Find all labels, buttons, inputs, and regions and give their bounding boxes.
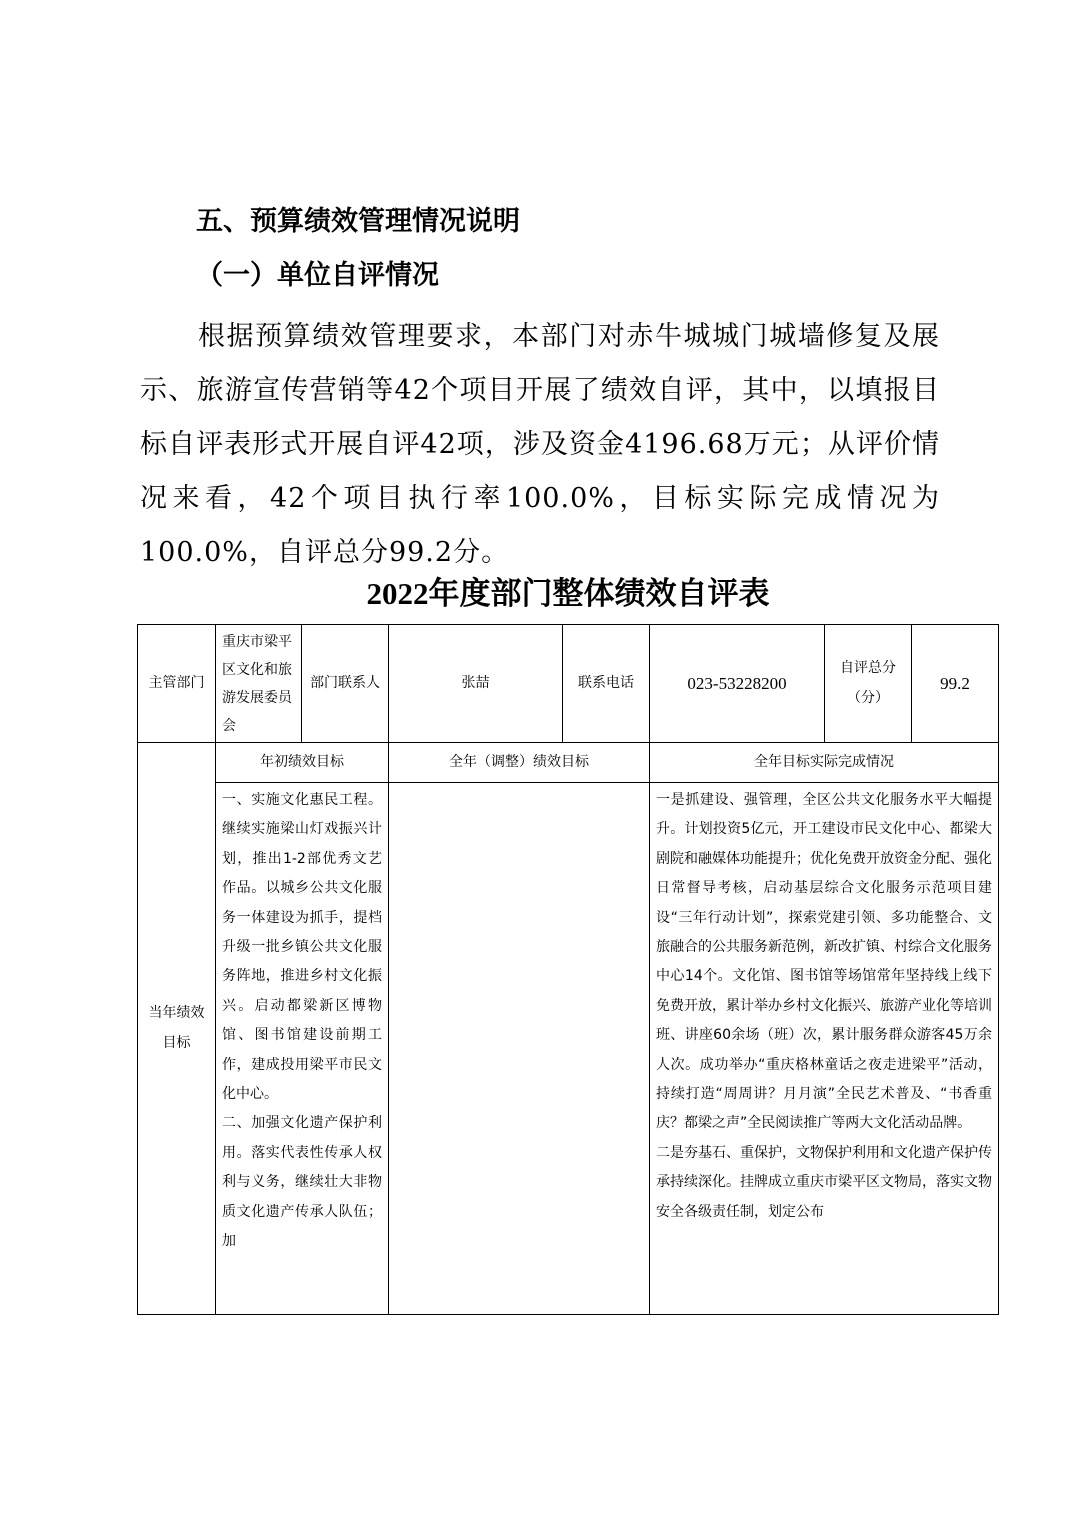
phone-value: 023-53228200 bbox=[650, 625, 825, 743]
col-adjusted-goal: 全年（调整）绩效目标 bbox=[389, 743, 650, 783]
dept-label: 主管部门 bbox=[138, 625, 216, 743]
contact-label: 部门联系人 bbox=[302, 625, 389, 743]
initial-goal-text: 一、实施文化惠民工程。继续实施梁山灯戏振兴计划，推出1-2部优秀文艺作品。以城乡公共文化服务一体建设为抓手，提档升级一批乡镇公共文化服务阵地，推进乡村文化振兴。启动都梁新区博物馆、图书馆建设前期工作，建成投用梁平市民文化中心。 二、加强文化遗产保护利用。落实代表性传承人权利与义务，继续壮大非物质文化遗产传承人队伍；加 bbox=[216, 783, 389, 1315]
performance-evaluation-table bbox=[137, 624, 999, 1315]
col-actual-completion: 全年目标实际完成情况 bbox=[650, 743, 999, 783]
goal-content-row bbox=[138, 783, 999, 1315]
section-subheading: （一）单位自评情况 bbox=[196, 260, 439, 291]
table-header-row bbox=[138, 625, 999, 743]
table-title: 2022年度部门整体绩效自评表 bbox=[366, 576, 770, 611]
dept-value: 重庆市梁平区文化和旅游发展委员会 bbox=[216, 625, 302, 743]
adjusted-goal-text bbox=[389, 783, 650, 1315]
col-initial-goal: 年初绩效目标 bbox=[216, 743, 389, 783]
goal-column-header-row bbox=[138, 743, 999, 783]
self-evaluation-paragraph: 根据预算绩效管理要求，本部门对赤牛城城门城墙修复及展示、旅游宣传营销等42个项目开展了绩效自评，其中，以填报目标自评表形式开展自评42项，涉及资金4196.68万元；从评价情况来看，42个项目执行率100.0%，目标实际完成情况为100.0%，自评总分99.2分。 bbox=[140, 321, 940, 568]
phone-label: 联系电话 bbox=[563, 625, 650, 743]
actual-completion-text: 一是抓建设、强管理，全区公共文化服务水平大幅提升。计划投资5亿元，开工建设市民文化中心、都梁大剧院和融媒体功能提升；优化免费开放资金分配、强化日常督导考核，启动基层综合文化服务示范项目建设“三年行动计划”，探索党建引领、多功能整合、文旅融合的公共服务新范例，新改扩镇、村综合文化服务中心14个。文化馆、图书馆等场馆常年坚持线上线下免费开放，累计举办乡村文化振兴、旅游产业化等培训班、讲座60余场（班）次，累计服务群众游客45万余人次。成功举办“重庆格林童话之夜走进梁平”活动，持续打造“周周讲？月月演”全民艺术普及、“书香重庆？都梁之声”全民阅读推广等两大文化活动品牌。 二是夯基石、重保护，文物保护利用和文化遗产保护传承持续深化。挂牌成立重庆市梁平区文物局，落实文物安全各级责任制，划定公布 bbox=[650, 783, 999, 1315]
score-value: 99.2 bbox=[912, 625, 999, 743]
section-heading: 五、预算绩效管理情况说明 bbox=[196, 206, 520, 237]
score-label: 自评总分（分） bbox=[825, 625, 912, 743]
goal-row-label: 当年绩效目标 bbox=[138, 743, 216, 1315]
contact-value: 张喆 bbox=[389, 625, 563, 743]
